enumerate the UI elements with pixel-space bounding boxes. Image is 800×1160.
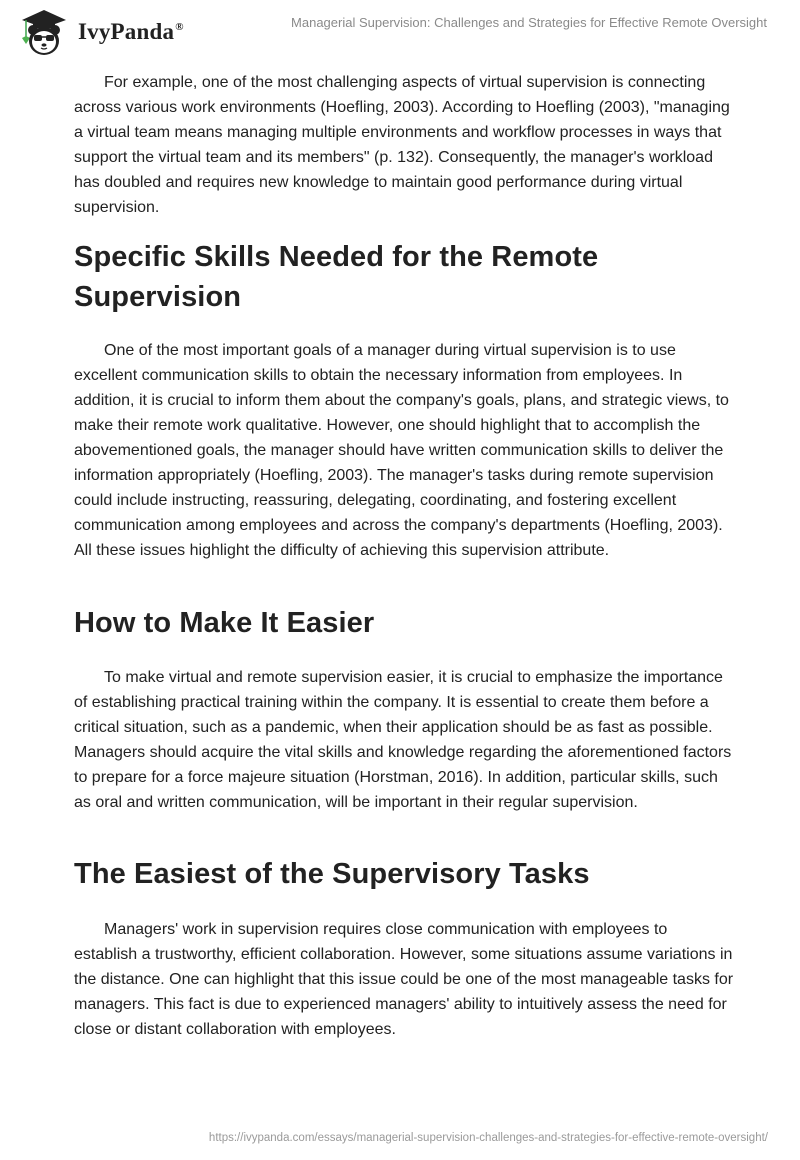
page-header	[0, 0, 800, 60]
panda-graduate-icon	[16, 6, 72, 58]
ivypanda-logo[interactable]	[16, 6, 184, 58]
paragraph-specific-skills: One of the most important goals of a manager during virtual supervision is to use excellent communication skills to obtain the necessary information from employees. In addition, it is crucial to inform them about the company's goals, plans, and strategic views, to make their remote work qualitative. However, one should highlight that to accomplish the abovementioned goals, the manager should have written communication skills to deliver the information appropriately (Hoefling, 2003). The manager's tasks during remote supervision could include instructing, reassuring, delegating, coordinating, and fostering excellent communication among employees and across the company's departments (Hoefling, 2003). All these issues highlight the difficulty of achieving this supervision attribute.	[74, 342, 729, 559]
paragraph-easiest-tasks: Managers' work in supervision requires close communication with employees to establish a trustworthy, efficient collaboration. However, some situations assume variations in the distance. One can highlight that this issue could be one of the most manageable tasks for managers. This fact is due to experienced managers' ability to intuitively assess the need for close or distant collaboration with employees.	[74, 921, 734, 1038]
heading-how-to-make-it-easier: How to Make It Easier	[74, 607, 375, 639]
source-url-link[interactable]: https://ivypanda.com/essays/managerial-supervision-challenges-and-strategies-for-effective-remote-oversight/	[208, 1132, 768, 1144]
heading-specific-skills: Specific Skills Needed for the Remote Supervision	[74, 241, 599, 313]
document-title: Managerial Supervision: Challenges and Strategies for Effective Remote Oversight	[291, 15, 767, 30]
paragraph-how-to-make-it-easier: To make virtual and remote supervision easier, it is crucial to emphasize the importance of establishing practical training within the company. It is essential to create them before a critical situation, such as a pandemic, when their application should be as fast as possible. Managers should acquire the vital skills and knowledge regarding the aforementioned factors to prepare for a force majeure situation (Horstman, 2016). In addition, particular skills, such as oral and written communication, will be important in their regular supervision.	[74, 669, 732, 811]
logo-wordmark: IvyPanda®	[78, 19, 184, 44]
paragraph-intro: For example, one of the most challenging aspects of virtual supervision is connecting across various work environments (Hoefling, 2003). According to Hoefling (2003), "managing a virtual team means managing multiple environments and workflow processes in ways that support the virtual team and its members" (p. 132). Consequently, the manager's workload has doubled and requires new knowledge to maintain good performance during virtual supervision.	[74, 74, 730, 216]
heading-easiest-tasks: The Easiest of the Supervisory Tasks	[74, 858, 590, 890]
